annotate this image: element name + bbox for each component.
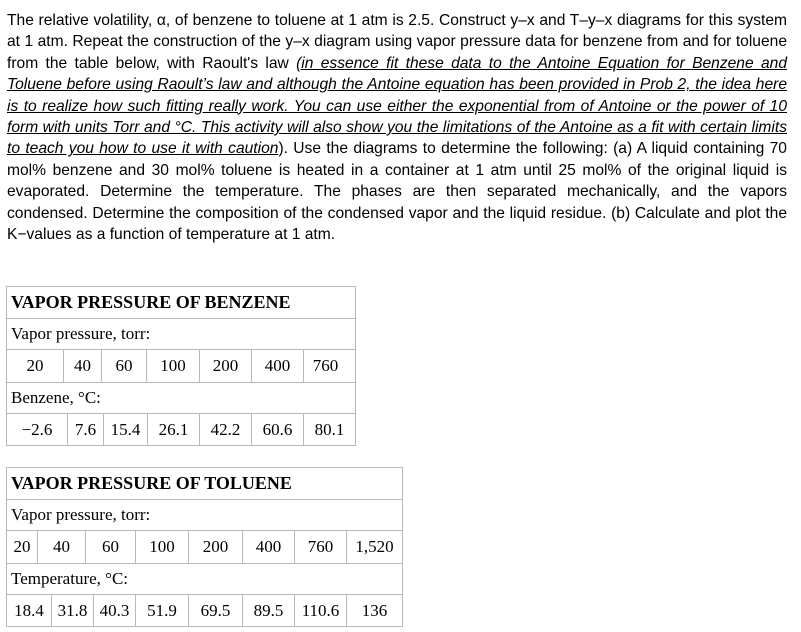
table-cell: 26.1 xyxy=(147,414,199,446)
table-cell: 89.5 xyxy=(242,595,294,627)
problem-text-questions: ). Use the diagrams to determine the following: (a) A liquid containing 70 mol% benzene and 30 mol% toluene is heated in a container at 1 atm until 25 mol% of the original liquid is evaporated. Determine the temperature. The phases are then separated mechanically, and the vapors condensed. Determine the composition of the condensed vapor and the liquid residue. (b) Calculate and plot the K−values as a function of temperature at 1 atm. xyxy=(7,140,787,244)
table-cell: 20 xyxy=(13,537,31,556)
table-cell: 100 xyxy=(146,350,199,382)
table-cell: 400 xyxy=(242,531,294,563)
table-cell: 18.4 xyxy=(14,601,44,620)
problem-text-underlined: (in essence fit these data to the Antoine Equation for Benzene and Toluene before using Raoult’s law and although the Antoine equation has been provided in Prob 2, the idea here is to realize how such fitting really work. You can use either the exponential from of Antoine or the power of 10 form with units Torr and °C. This activity will also show you the limitations of the Antoine as a fit with certain limits to teach you how to use it with caution xyxy=(7,54,787,158)
benzene-table-title: VAPOR PRESSURE OF BENZENE xyxy=(7,287,355,319)
toluene-temp-row xyxy=(7,595,402,627)
table-cell: 100 xyxy=(135,531,188,563)
problem-statement xyxy=(7,10,787,245)
table-cell: −2.6 xyxy=(21,420,53,439)
toluene-pressure-row xyxy=(7,531,402,564)
table-cell: 60 xyxy=(85,531,135,563)
table-cell: 200 xyxy=(199,350,251,382)
problem-text-intro: The relative volatility, α, of benzene to toluene at 1 atm is 2.5. Construct y–x and T–y–x diagrams for this system at 1 atm. Repeat the construction of the y–x diagram using vapor pressure data for benzene from and for toluene from the table below, with Raoult's law xyxy=(7,12,787,72)
table-cell: 110.6 xyxy=(294,595,346,627)
table-cell: 200 xyxy=(188,531,242,563)
table-cell: 20 xyxy=(26,356,44,375)
benzene-pressure-label: Vapor pressure, torr: xyxy=(7,319,355,350)
table-cell: 69.5 xyxy=(188,595,242,627)
table-cell: 31.8 xyxy=(51,595,93,627)
benzene-vapor-pressure-table xyxy=(6,286,356,446)
table-cell: 40.3 xyxy=(93,595,135,627)
benzene-pressure-row xyxy=(7,350,355,383)
table-cell: 760 xyxy=(303,350,347,382)
table-cell: 40 xyxy=(63,350,101,382)
toluene-pressure-label: Vapor pressure, torr: xyxy=(7,500,402,531)
toluene-table-title: VAPOR PRESSURE OF TOLUENE xyxy=(7,468,402,500)
toluene-vapor-pressure-table xyxy=(6,467,403,627)
table-cell: 1,520 xyxy=(346,531,402,563)
benzene-temp-label: Benzene, °C: xyxy=(7,383,355,414)
table-cell: 80.1 xyxy=(303,414,355,446)
table-cell: 400 xyxy=(251,350,303,382)
table-cell: 60.6 xyxy=(251,414,303,446)
table-cell: 136 xyxy=(346,595,402,627)
table-cell: 760 xyxy=(294,531,346,563)
table-cell: 7.6 xyxy=(67,414,103,446)
table-cell: 51.9 xyxy=(135,595,188,627)
table-cell: 40 xyxy=(37,531,85,563)
benzene-temp-row xyxy=(7,414,355,446)
table-cell: 42.2 xyxy=(199,414,251,446)
table-cell: 15.4 xyxy=(103,414,147,446)
table-cell: 60 xyxy=(101,350,146,382)
toluene-temp-label: Temperature, °C: xyxy=(7,564,402,595)
